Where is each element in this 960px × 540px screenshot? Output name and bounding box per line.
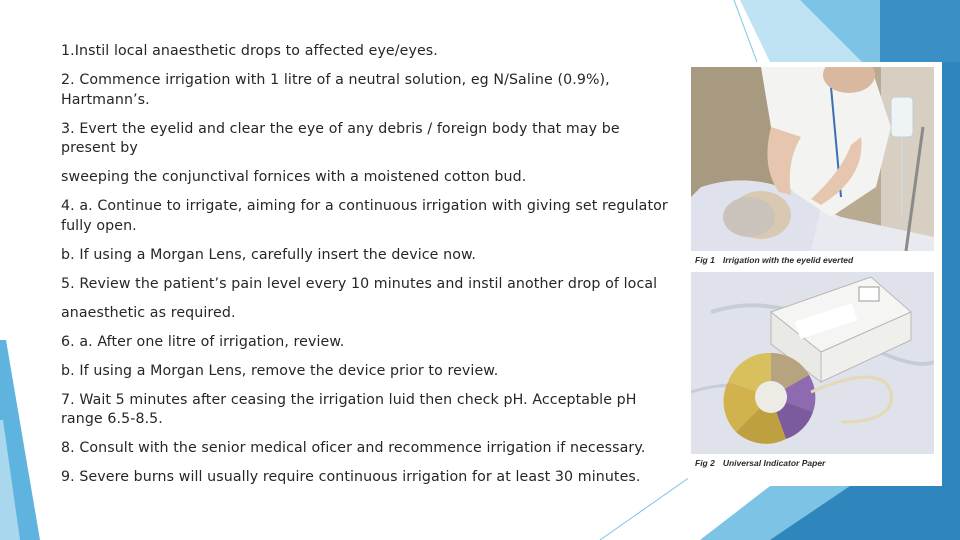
procedure-step: sweeping the conjunctival fornices with a moistened cotton bud. [61,169,527,185]
procedure-step: b. If using a Morgan Lens, carefully insert the device now. [61,246,477,263]
figure-1 [691,67,934,267]
procedure-step: 9. Severe burns will usually require continuous irrigation for at least 30 minutes. [61,469,641,485]
figure-1-text: Irrigation with the eyelid everted [722,255,854,265]
procedure-step: anaesthetic as required. [61,304,236,321]
accent-shape-top-dark [880,0,960,62]
procedure-step: 3. Evert the eyelid and clear the eye of any debris / foreign body that may be present by [61,120,620,156]
procedure-step: 4. a. Continue to irrigate, aiming for a continuous irrigation with giving set regulator fully open. [61,198,668,234]
procedure-step: 1.Instil local anaesthetic drops to affected eye/eyes. [61,43,438,59]
figure-1-number: Fig 1 [695,255,715,265]
procedure-step: 5. Review the patient’s pain level every 10 minutes and instil another drop of local [61,275,658,292]
procedure-step: 6. a. After one litre of irrigation, review. [61,333,345,350]
figure-2-photo [691,272,934,454]
figure-2 [691,272,934,472]
figure-1-caption [695,255,853,265]
procedure-step: 2. Commence irrigation with 1 litre of a neutral solution, eg N/Saline (0.9%), Hartmann’s. [61,72,610,108]
procedure-step: 8. Consult with the senior medical oficer and recommence irrigation if necessary. [61,440,646,456]
procedure-step: 7. Wait 5 minutes after ceasing the irrigation luid then check pH. Acceptable pH range 6.5-8.5. [61,391,637,427]
figure-1-photo [691,67,934,251]
procedure-step: b. If using a Morgan Lens, remove the device prior to review. [61,362,499,379]
figure-2-number: Fig 2 [695,458,715,468]
accent-shape-right-dark [942,62,960,540]
figure-2-text: Universal Indicator Paper [722,458,826,468]
figure-2-caption [695,458,825,468]
procedure-text [61,42,671,497]
